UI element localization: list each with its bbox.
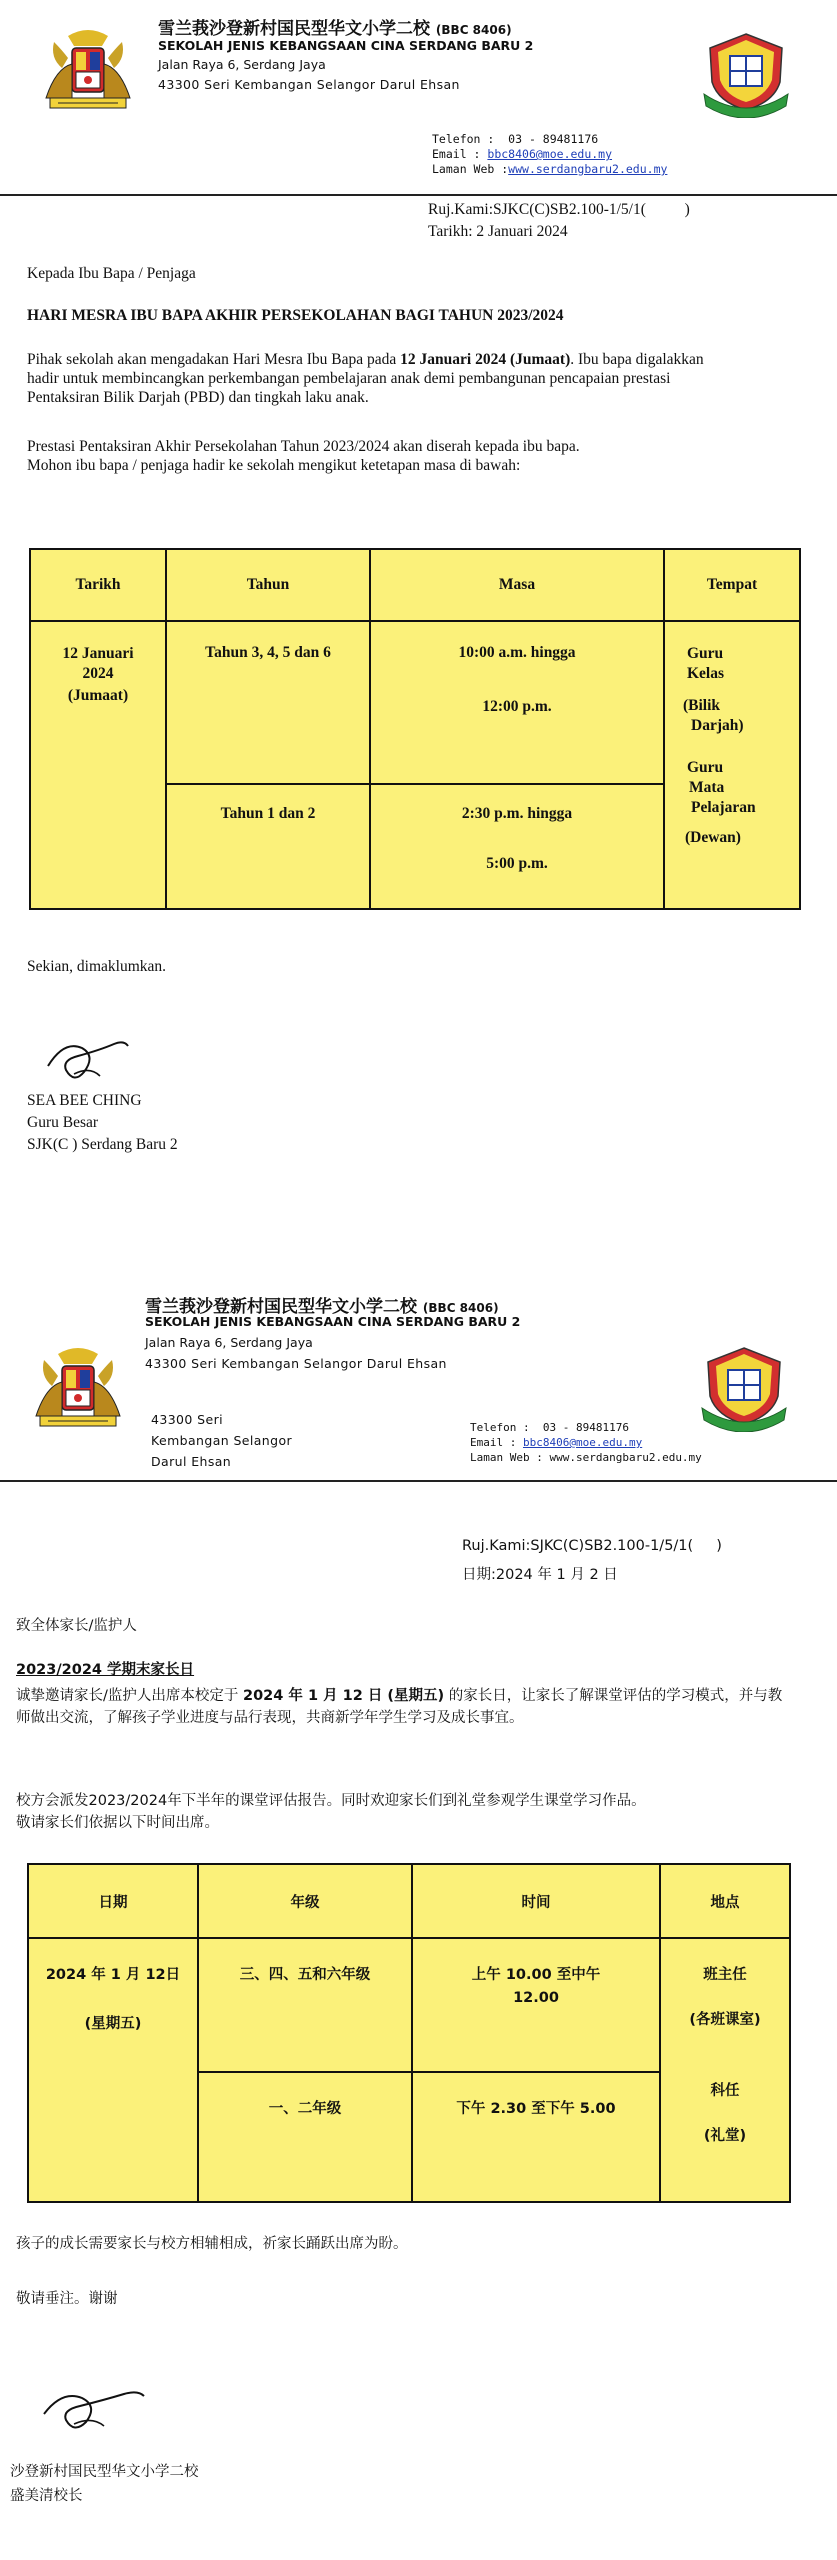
header-time-2: 时间 <box>412 1864 660 1938</box>
salutation-2: 致全体家长/监护人 <box>16 1618 137 1634</box>
closing-text-2: 孩子的成长需要家长与校方相辅相成，祈家长踊跃出席为盼。 <box>16 2236 408 2252</box>
cell-time-row2-2: 下午 2.30 至下午 5.00 <box>412 2072 660 2202</box>
cell-grade-row1-2: 三、四、五和六年级 <box>198 1938 412 2072</box>
cell-place: Guru Kelas (Bilik Darjah) Guru Mata Pelajaran (Dewan) <box>664 621 800 909</box>
school-chinese-name: 雪兰莪沙登新村国民型华文小学二校 (BBC 8406) <box>158 19 512 39</box>
signature-icon <box>44 1026 134 1090</box>
school-badge-icon <box>700 30 792 118</box>
website-line: Laman Web :www.serdangbaru2.edu.my <box>432 162 668 176</box>
letter-title: HARI MESRA IBU BAPA AKHIR PERSEKOLAHAN BAGI TAHUN 2023/2024 <box>27 307 564 324</box>
header-masa: Masa <box>370 549 664 621</box>
header-divider-2 <box>0 1480 837 1482</box>
reference-number-2: Ruj.Kami:SJKC(C)SB2.100-1/5/1( ) <box>462 1538 722 1554</box>
email-line-2: Email : bbc8406@moe.edu.my <box>470 1436 643 1449</box>
reference-number: Ruj.Kami:SJKC(C)SB2.100-1/5/1( ) <box>428 201 690 218</box>
header-tarikh: Tarikh <box>30 549 166 621</box>
paragraph-1: Pihak sekolah akan mengadakan Hari Mesra Ibu Bapa pada 12 Januari 2024 (Jumaat). Ibu bapa digalakkan hadir untuk membincangkan perkembangan pembelajaran anak demi pembangunan pencapaian prestasi Pentaksiran Bilik Darjah (PBD) dan tingkah laku anak. <box>27 351 704 406</box>
contact-block-2 <box>470 1420 702 1465</box>
cell-place-2: 班主任 (各班课室) 科任 (礼堂) <box>660 1938 790 2202</box>
header-divider <box>0 194 837 196</box>
letter-title-2: 2023/2024 学期末家长日 <box>16 1662 195 1678</box>
salutation: Kepada Ibu Bapa / Penjaga <box>27 265 196 282</box>
header-date-2: 日期 <box>28 1864 198 1938</box>
school-address-line1: Jalan Raya 6, Serdang Jaya <box>158 57 326 72</box>
header-grade-2: 年级 <box>198 1864 412 1938</box>
school-address-line2: 43300 Seri Kembangan Selangor Darul Ehsan <box>158 77 460 92</box>
website-link[interactable]: www.serdangbaru2.edu.my <box>508 162 668 176</box>
school-malay-name-2: SEKOLAH JENIS KEBANGSAAN CINA SERDANG BARU 2 <box>145 1314 521 1329</box>
cell-time-row2: 2:30 p.m. hingga 5:00 p.m. <box>370 784 664 909</box>
signatory-name-2: 盛美清校长 <box>10 2488 83 2504</box>
header-tahun: Tahun <box>166 549 370 621</box>
telephone-line-2: Telefon : 03 - 89481176 <box>470 1421 629 1434</box>
school-code-2: (BBC 8406) <box>422 1301 499 1315</box>
website-line-2: Laman Web : www.serdangbaru2.edu.my <box>470 1451 702 1464</box>
cell-date-2: 2024 年 1 月 12日 (星期五) <box>28 1938 198 2202</box>
email-line: Email : bbc8406@moe.edu.my <box>432 147 613 161</box>
website-text-2: www.serdangbaru2.edu.my <box>549 1451 702 1464</box>
signatory-school: SJK(C ) Serdang Baru 2 <box>27 1136 178 1153</box>
telephone-line: Telefon : 03 - 89481176 <box>432 132 599 146</box>
letter-date: Tarikh: 2 Januari 2024 <box>428 223 568 240</box>
paragraph-1-2: 诚挚邀请家长/监护人出席本校定于 2024 年 1 月 12 日 (星期五) 的家长日，让家长了解课堂评估的学习模式，并与教师做出交流，了解孩子学业进度与品行表现，共商新学年学生学习及成长事宜。 <box>16 1688 783 1726</box>
header-tempat: Tempat <box>664 549 800 621</box>
school-address-line2-2: 43300 Seri Kembangan Selangor Darul Ehsan <box>145 1356 447 1371</box>
email-link[interactable]: bbc8406@moe.edu.my <box>487 147 613 161</box>
contact-block <box>432 132 667 177</box>
schedule-table-2 <box>27 1863 791 2203</box>
schedule-table <box>29 548 801 910</box>
school-code: (BBC 8406) <box>435 23 512 37</box>
address-block: 43300 Seri Kembangan Selangor Darul Ehsan <box>151 1412 293 1469</box>
school-chinese-name-2: 雪兰莪沙登新村国民型华文小学二校 (BBC 8406) <box>145 1297 499 1317</box>
closing-thanks-2: 敬请垂注。谢谢 <box>16 2291 118 2307</box>
signatory-school-2: 沙登新村国民型华文小学二校 <box>10 2464 199 2480</box>
school-address-line1-2: Jalan Raya 6, Serdang Jaya <box>145 1335 313 1350</box>
cell-time-row1-2: 上午 10.00 至中午 12.00 <box>412 1938 660 2072</box>
letter-date-2: 日期:2024 年 1 月 2 日 <box>462 1567 618 1583</box>
cell-year-row2: Tahun 1 dan 2 <box>166 784 370 909</box>
school-malay-name: SEKOLAH JENIS KEBANGSAAN CINA SERDANG BARU 2 <box>158 38 534 53</box>
paragraph-2-2: 校方会派发2023/2024年下半年的课堂评估报告。同时欢迎家长们到礼堂参观学生课堂学习作品。 敬请家长们依据以下时间出席。 <box>16 1793 646 1831</box>
malaysia-coat-of-arms-icon <box>32 28 144 118</box>
cell-time-row1: 10:00 a.m. hingga 12:00 p.m. <box>370 621 664 784</box>
cell-year-row1: Tahun 3, 4, 5 dan 6 <box>166 621 370 784</box>
cell-date: 12 Januari 2024 (Jumaat) <box>30 621 166 909</box>
paragraph-2: Prestasi Pentaksiran Akhir Persekolahan Tahun 2023/2024 akan diserah kepada ibu bapa. Mohon ibu bapa / penjaga hadir ke sekolah mengikut ketetapan masa di bawah: <box>27 438 580 474</box>
school-badge-icon-2 <box>698 1344 790 1432</box>
signatory-role: Guru Besar <box>27 1114 99 1131</box>
email-link-2[interactable]: bbc8406@moe.edu.my <box>522 1436 643 1449</box>
signature-icon-2 <box>40 2380 148 2440</box>
closing-text: Sekian, dimaklumkan. <box>27 958 167 975</box>
malaysia-coat-of-arms-icon-2 <box>22 1346 134 1436</box>
cell-grade-row2-2: 一、二年级 <box>198 2072 412 2202</box>
signatory-name: SEA BEE CHING <box>27 1092 142 1109</box>
header-place-2: 地点 <box>660 1864 790 1938</box>
